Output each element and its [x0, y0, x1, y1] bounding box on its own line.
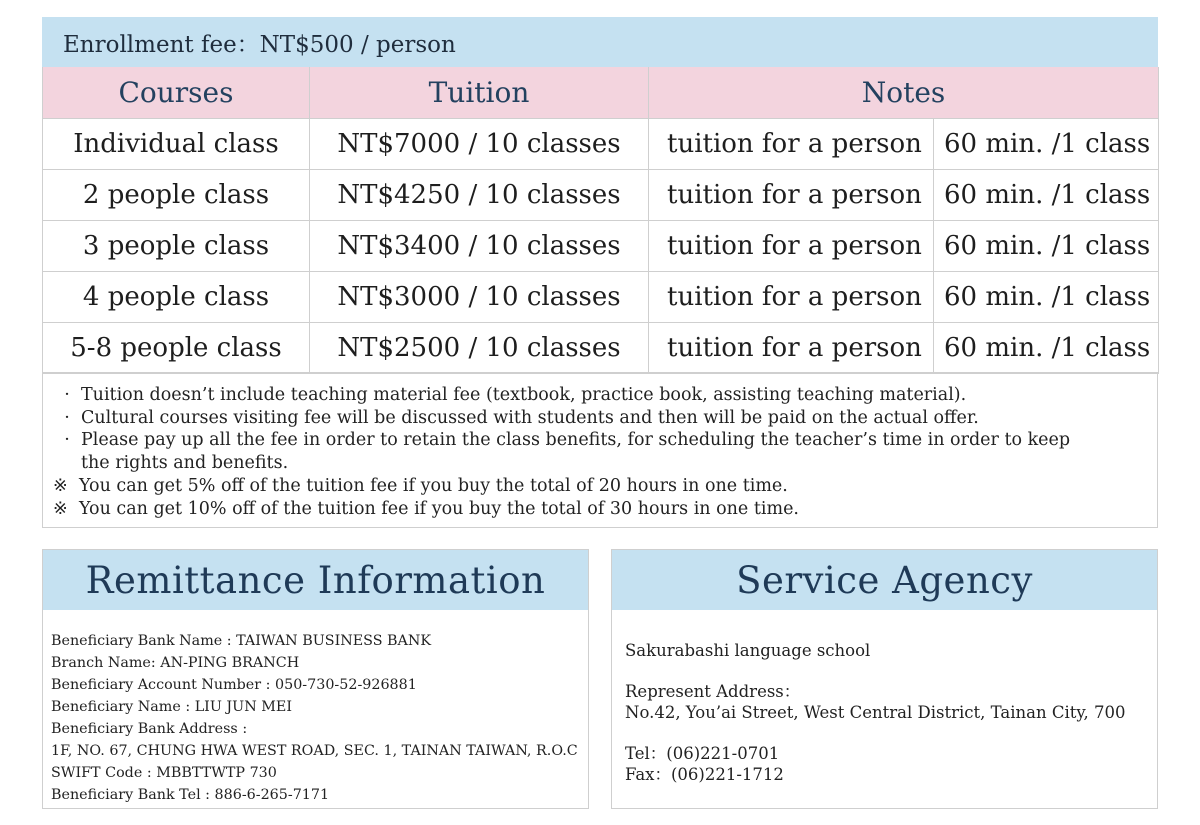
- tuition-price: NT$7000 / 10 classes: [310, 119, 649, 170]
- address: No.42, You’ai Street, West Central District, Tainan City, 700: [625, 703, 1126, 722]
- table-row: [43, 323, 1159, 374]
- class-duration: 60 min. /1 class: [934, 272, 1159, 323]
- discount-text: You can get 10% off of the tuition fee if you buy the total of 30 hours in one time.: [79, 498, 799, 519]
- course-name: 3 people class: [43, 221, 310, 272]
- address-label: Represent Address：: [625, 682, 801, 701]
- branch-name: Branch Name: AN-PING BRANCH: [51, 655, 300, 671]
- telephone: Tel：(06)221-0701: [625, 744, 780, 763]
- tuition-price: NT$2500 / 10 classes: [310, 323, 649, 374]
- beneficiary-name: Beneficiary Name : LIU JUN MEI: [51, 699, 292, 715]
- discount-text: You can get 5% off of the tuition fee if you buy the total of 20 hours in one time.: [79, 475, 788, 496]
- note-line: [53, 407, 1157, 430]
- service-agency-title: Service Agency: [612, 550, 1157, 610]
- header-notes: Notes: [649, 67, 1159, 119]
- discount-line: [53, 498, 1157, 521]
- tuition-price: NT$3400 / 10 classes: [310, 221, 649, 272]
- note-continuation: the rights and benefits.: [81, 453, 289, 474]
- table-header-row: [43, 67, 1159, 119]
- class-duration: 60 min. /1 class: [934, 323, 1159, 374]
- note-line: [53, 384, 1157, 407]
- table-row: [43, 119, 1159, 170]
- course-name: 4 people class: [43, 272, 310, 323]
- table-row: [43, 170, 1159, 221]
- remittance-details: [43, 610, 588, 806]
- bullet-symbol: ·: [64, 407, 70, 428]
- table-row: [43, 221, 1159, 272]
- service-agency-panel: [611, 549, 1158, 809]
- tuition-note: tuition for a person: [649, 170, 934, 221]
- note-line: [53, 429, 1157, 452]
- tuition-price: NT$4250 / 10 classes: [310, 170, 649, 221]
- tuition-note: tuition for a person: [649, 272, 934, 323]
- discount-line: [53, 475, 1157, 498]
- tuition-note: tuition for a person: [649, 323, 934, 374]
- tuition-price: NT$3000 / 10 classes: [310, 272, 649, 323]
- reference-mark: ※: [53, 498, 68, 519]
- bank-address-label: Beneficiary Bank Address :: [51, 721, 248, 737]
- tuition-notes: [42, 372, 1158, 528]
- bullet-symbol: ·: [64, 430, 70, 451]
- bank-address: 1F, NO. 67, CHUNG HWA WEST ROAD, SEC. 1, TAINAN TAIWAN, R.O.C: [51, 743, 578, 759]
- school-name: Sakurabashi language school: [625, 641, 871, 660]
- remittance-panel: [42, 549, 589, 809]
- enrollment-fee-text: Enrollment fee：NT$500 / person: [63, 31, 456, 58]
- swift-code: SWIFT Code : MBBTTWTP 730: [51, 765, 277, 781]
- note-text: Please pay up all the fee in order to retain the class benefits, for scheduling the teacher’s time in order to keep: [81, 430, 1071, 451]
- account-number: Beneficiary Account Number : 050-730-52-926881: [51, 677, 417, 693]
- tuition-note: tuition for a person: [649, 221, 934, 272]
- course-name: 5-8 people class: [43, 323, 310, 374]
- bank-tel: Beneficiary Bank Tel : 886-6-265-7171: [51, 787, 330, 803]
- tuition-table: [42, 67, 1159, 374]
- header-courses: Courses: [43, 67, 310, 119]
- note-text: Cultural courses visiting fee will be discussed with students and then will be paid on the actual offer.: [81, 407, 979, 428]
- bullet-symbol: ·: [64, 385, 70, 405]
- class-duration: 60 min. /1 class: [934, 170, 1159, 221]
- course-name: Individual class: [43, 119, 310, 170]
- remittance-title: Remittance Information: [43, 550, 588, 610]
- fax: Fax：(06)221-1712: [625, 765, 784, 784]
- class-duration: 60 min. /1 class: [934, 221, 1159, 272]
- service-agency-details: [612, 610, 1157, 785]
- table-row: [43, 272, 1159, 323]
- bank-name: Beneficiary Bank Name : TAIWAN BUSINESS BANK: [51, 633, 432, 649]
- header-tuition: Tuition: [310, 67, 649, 119]
- note-text: Tuition doesn’t include teaching material fee (textbook, practice book, assisting teaching material).: [81, 385, 967, 405]
- tuition-note: tuition for a person: [649, 119, 934, 170]
- class-duration: 60 min. /1 class: [934, 119, 1159, 170]
- enrollment-fee-banner: [42, 17, 1158, 67]
- reference-mark: ※: [53, 475, 68, 496]
- course-name: 2 people class: [43, 170, 310, 221]
